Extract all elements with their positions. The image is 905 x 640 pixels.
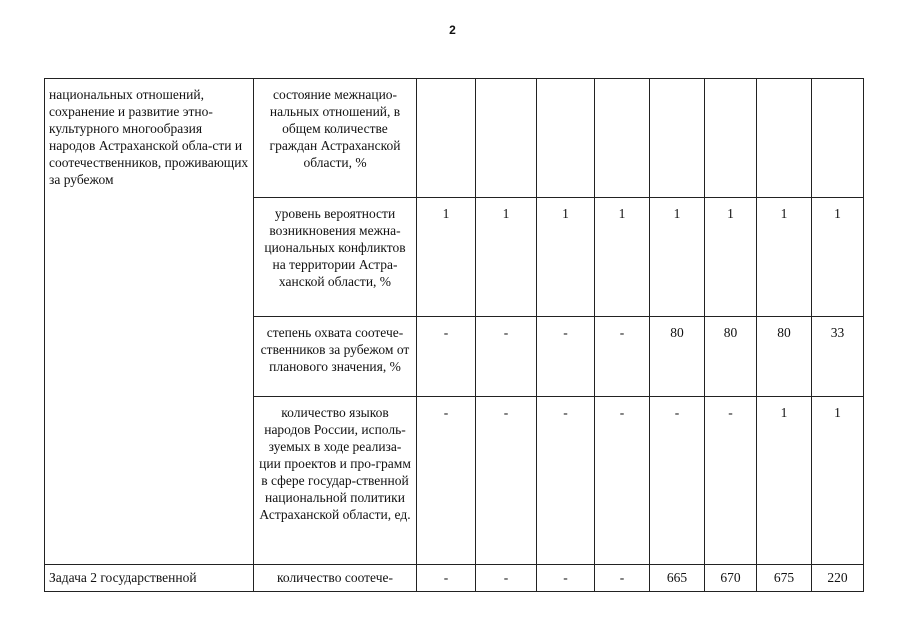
value-cell: 1 <box>812 397 864 565</box>
indicator-cell: количество языков народов России, исполь-зуемых в ходе реализа-ции проектов и про-грамм в сфере государ-ственной национальной политики Астраханской области, ед. <box>254 397 417 565</box>
value-cell: 1 <box>476 198 537 317</box>
value-cell: - <box>595 317 650 397</box>
value-cell <box>537 79 595 198</box>
value-cell: - <box>476 397 537 565</box>
value-cell: 1 <box>537 198 595 317</box>
indicator-cell: количество соотече- <box>254 565 417 592</box>
value-cell: - <box>537 397 595 565</box>
value-cell: 33 <box>812 317 864 397</box>
value-cell: 80 <box>705 317 757 397</box>
value-cell <box>476 79 537 198</box>
value-cell: 1 <box>705 198 757 317</box>
indicator-cell: степень охвата соотече-ственников за рубежом от планового значения, % <box>254 317 417 397</box>
value-cell: - <box>650 397 705 565</box>
value-cell: 675 <box>757 565 812 592</box>
value-cell: - <box>476 317 537 397</box>
value-cell: - <box>417 565 476 592</box>
value-cell: - <box>595 565 650 592</box>
value-cell <box>705 79 757 198</box>
page-number: 2 <box>449 23 456 37</box>
indicator-cell: состояние межнацио-нальных отношений, в общем количестве граждан Астраханской области, % <box>254 79 417 198</box>
value-cell: 80 <box>757 317 812 397</box>
value-cell: 220 <box>812 565 864 592</box>
value-cell: 80 <box>650 317 705 397</box>
value-cell: 1 <box>650 198 705 317</box>
value-cell <box>757 79 812 198</box>
value-cell: 665 <box>650 565 705 592</box>
value-cell <box>650 79 705 198</box>
goal-cell: национальных отношений, сохранение и развитие этно-культурного многообразия народов Астраханской обла-сти и соотечественников, проживающих за рубежом <box>45 79 254 565</box>
value-cell: 1 <box>757 397 812 565</box>
goal-cell: Задача 2 государственной <box>45 565 254 592</box>
value-cell: 670 <box>705 565 757 592</box>
value-cell: 1 <box>812 198 864 317</box>
value-cell <box>812 79 864 198</box>
value-cell: 1 <box>417 198 476 317</box>
value-cell: - <box>537 565 595 592</box>
table-row <box>45 79 864 198</box>
value-cell: 1 <box>595 198 650 317</box>
value-cell: - <box>595 397 650 565</box>
value-cell: - <box>417 317 476 397</box>
indicator-cell: уровень вероятности возникновения межна-циональных конфликтов на территории Астра-ханской области, % <box>254 198 417 317</box>
value-cell: 1 <box>757 198 812 317</box>
value-cell <box>595 79 650 198</box>
value-cell: - <box>705 397 757 565</box>
indicators-table <box>44 78 864 592</box>
table-row <box>45 565 864 592</box>
value-cell: - <box>417 397 476 565</box>
value-cell: - <box>476 565 537 592</box>
value-cell <box>417 79 476 198</box>
value-cell: - <box>537 317 595 397</box>
